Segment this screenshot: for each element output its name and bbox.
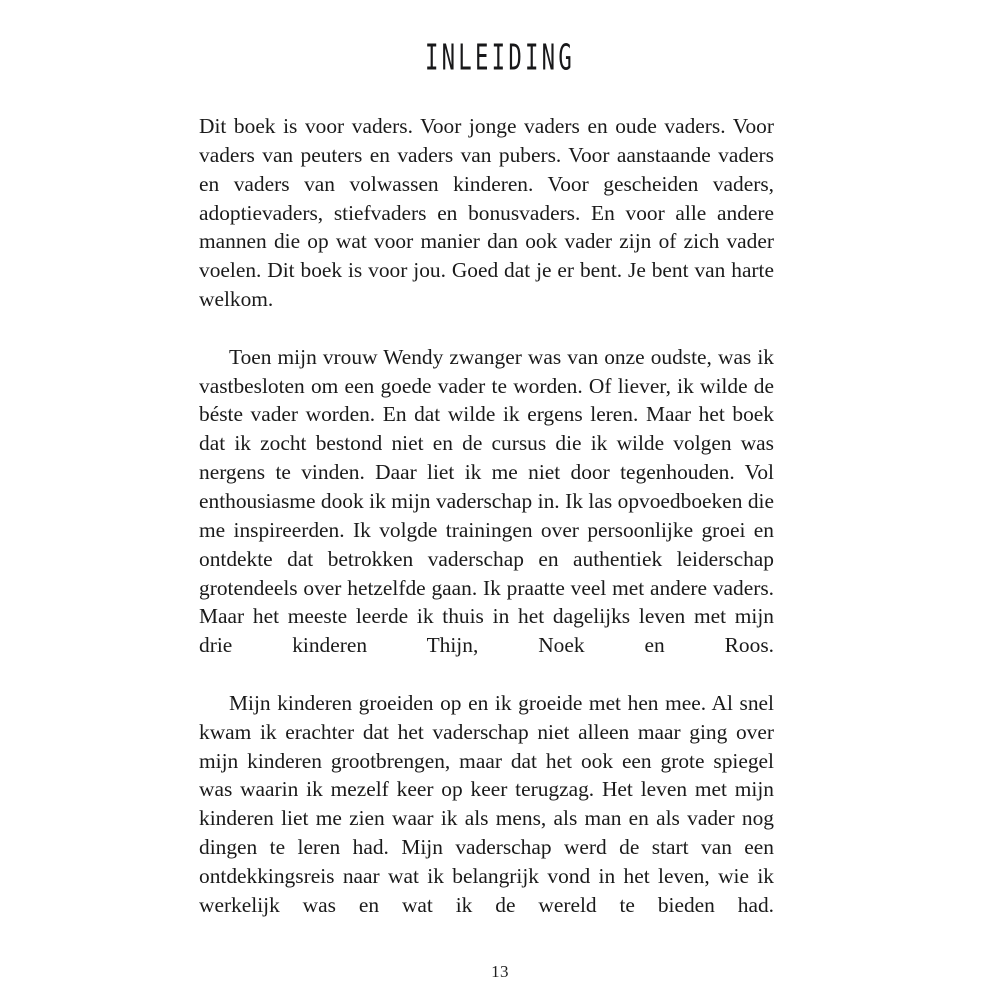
body-paragraph: Toen mijn vrouw Wendy zwanger was van onze oudste, was ik vastbesloten om een goede vader te worden. Of liever, ik wilde de béste vader worden. En dat wilde ik ergens leren. Maar het boek dat ik zocht bestond niet en de cursus die ik wilde volgen was nergens te vinden. Daar liet ik me niet door tegenhouden. Vol enthousiasme dook ik mijn vaderschap in. Ik las opvoedboeken die me inspireerden. Ik volgde trainingen over persoonlijke groei en ontdekte dat betrokken vaderschap en authentiek leiderschap grotendeels over hetzelfde gaan. Ik praatte veel met andere vaders. Maar het meeste leerde ik thuis in het dagelijks leven met mijn drie kinderen Thijn, Noek en Roos. [199, 344, 774, 658]
body-paragraph: Mijn kinderen groeiden op en ik groeide met hen mee. Al snel kwam ik erachter dat het vaderschap niet alleen maar ging over mijn kinderen grootbrengen, maar dat het ook een grote spiegel was waarin ik mezelf keer op keer terugzag. Het leven met mijn kinderen liet me zien waar ik als mens, als man en als vader nog dingen te leren had. Mijn vaderschap werd de start van een ontdekkingsreis naar wat ik belangrijk vond in het leven, wie ik werkelijk was en wat ik de wereld te bieden had. [199, 690, 774, 917]
page-number: 13 [491, 962, 509, 981]
body-text-column [199, 112, 774, 948]
body-paragraph: Dit boek is voor vaders. Voor jonge vaders en oude vaders. Voor vaders van peuters en vaders van pubers. Voor aanstaande vaders en vaders van volwassen kinderen. Voor gescheiden vaders, adoptievaders, stiefvaders en bonusvaders. En voor alle andere mannen die op wat voor manier dan ook vader zijn of zich vader voelen. Dit boek is voor jou. Goed dat je er bent. Je bent van harte welkom. [199, 114, 774, 312]
chapter-title: INLEIDING [424, 36, 576, 79]
